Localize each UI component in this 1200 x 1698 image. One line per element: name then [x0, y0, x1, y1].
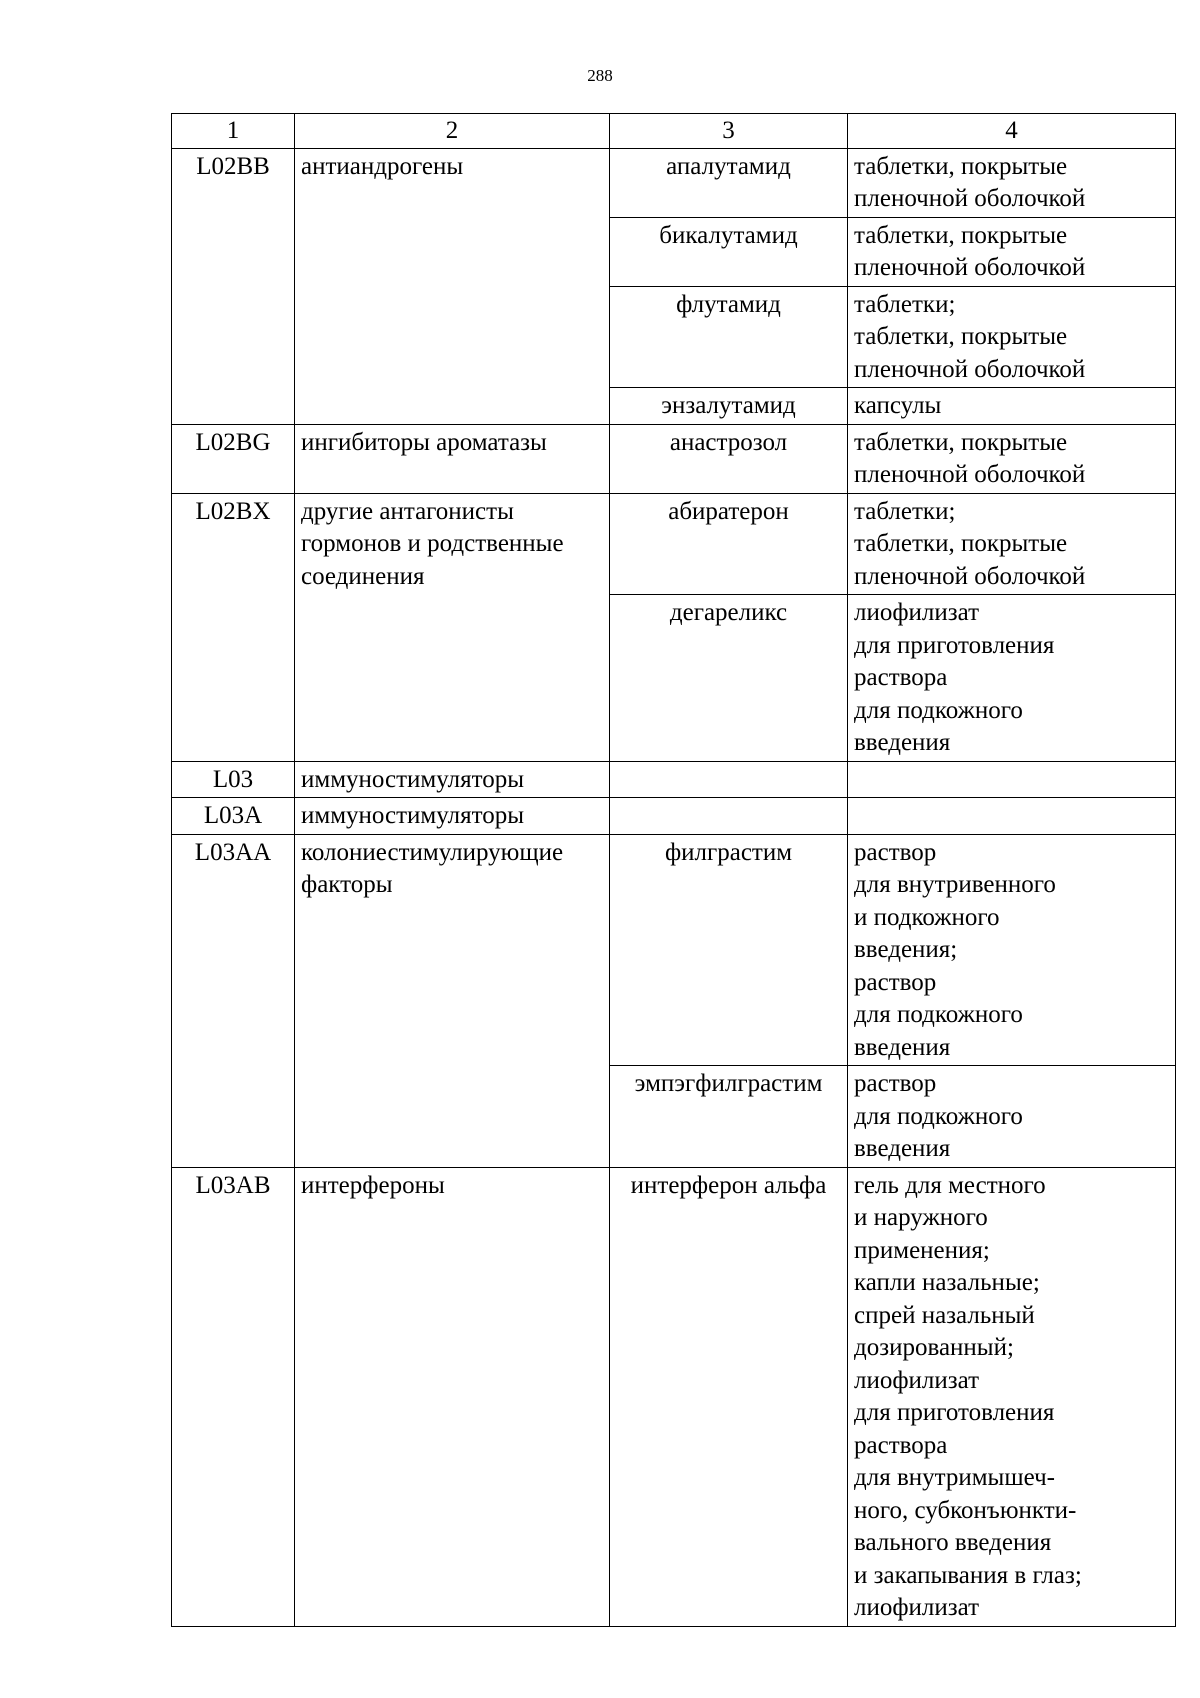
- drug-name-cell-line: интерферон альфа: [630, 1171, 827, 1199]
- dosage-form-cell-line: вального введения: [854, 1529, 1052, 1556]
- dosage-form-cell-line: для приготовления: [854, 631, 1055, 659]
- dosage-form-cell-line: гель для местного: [854, 1171, 1046, 1199]
- dosage-form-cell-line: и подкожного: [854, 903, 1000, 931]
- atc-code-cell: L03AB: [172, 1167, 295, 1626]
- group-cell-line: антиандрогены: [301, 152, 464, 180]
- group-cell: [295, 761, 610, 798]
- dosage-form-cell-line: пленочной оболочкой: [854, 562, 1086, 590]
- atc-code-cell: L02BX: [172, 493, 295, 761]
- group-cell: [295, 493, 610, 761]
- table-row: [172, 148, 1176, 217]
- drug-name-cell-line: эмпэгфилграстим: [634, 1070, 823, 1097]
- drug-name-cell: [610, 798, 848, 835]
- table-row: [172, 798, 1176, 835]
- drug-name-cell-line: энзалутамид: [661, 392, 796, 419]
- header-col-2: 2: [295, 114, 610, 149]
- drug-name-cell: [610, 217, 848, 286]
- drug-name-cell-line: анастрозол: [669, 428, 788, 456]
- dosage-form-cell-line: пленочной оболочкой: [854, 461, 1086, 488]
- dosage-form-cell: [848, 286, 1176, 388]
- dosage-form-cell: [848, 217, 1176, 286]
- group-cell-line: иммуностимуляторы: [301, 802, 525, 829]
- header-col-4: 4: [848, 114, 1176, 149]
- dosage-form-cell-line: раствор: [854, 1070, 937, 1097]
- group-cell: [295, 424, 610, 493]
- dosage-form-cell: [848, 595, 1176, 762]
- dosage-form-cell-line: капли назальные;: [854, 1269, 1040, 1296]
- dosage-form-cell-line: применения;: [854, 1236, 990, 1264]
- dosage-form-cell-line: таблетки;: [854, 497, 956, 525]
- dosage-form-cell-line: пленочной оболочкой: [854, 185, 1086, 212]
- header-col-3: 3: [610, 114, 848, 149]
- dosage-form-cell: [848, 761, 1176, 798]
- dosage-form-cell: [848, 148, 1176, 217]
- dosage-form-cell-line: введения;: [854, 936, 958, 963]
- atc-code-cell: L03AA: [172, 834, 295, 1167]
- dosage-form-cell-line: лиофилизат: [854, 1366, 980, 1394]
- group-cell-line: гормонов и родственные: [301, 530, 564, 557]
- dosage-form-cell-line: для приготовления: [854, 1399, 1055, 1426]
- dosage-form-cell: [848, 798, 1176, 835]
- dosage-form-cell: [848, 1066, 1176, 1168]
- drug-name-cell-line: апалутамид: [666, 152, 791, 180]
- dosage-form-cell-line: раствора: [854, 1431, 948, 1459]
- group-cell-line: интерфероны: [301, 1171, 445, 1199]
- dosage-form-cell-line: таблетки, покрытые: [854, 530, 1068, 557]
- drug-name-cell: [610, 834, 848, 1066]
- drug-name-cell-line: бикалутамид: [659, 221, 798, 249]
- dosage-form-cell-line: для внутримышеч-: [854, 1464, 1055, 1491]
- group-cell-line: ингибиторы ароматазы: [301, 428, 547, 456]
- dosage-form-cell-line: и наружного: [854, 1204, 988, 1231]
- header-col-1: 1: [172, 114, 295, 149]
- dosage-form-cell: [848, 834, 1176, 1066]
- group-cell: [295, 1167, 610, 1626]
- group-cell-line: соединения: [301, 562, 425, 590]
- dosage-form-cell-line: дозированный;: [854, 1334, 1014, 1361]
- table-row: [172, 424, 1176, 493]
- table-row: [172, 834, 1176, 1066]
- group-cell: [295, 834, 610, 1167]
- dosage-form-cell-line: введения: [854, 1135, 951, 1162]
- drug-name-cell: [610, 1066, 848, 1168]
- dosage-form-cell-line: раствор: [854, 968, 937, 996]
- dosage-form-cell-line: пленочной оболочкой: [854, 254, 1086, 281]
- group-cell-line: колониестимулирующие: [301, 838, 564, 866]
- dosage-form-cell-line: капсулы: [854, 392, 942, 419]
- atc-code-cell: L03: [172, 761, 295, 798]
- dosage-form-cell: [848, 493, 1176, 595]
- drug-name-cell-line: флутамид: [676, 290, 781, 318]
- dosage-form-cell-line: таблетки;: [854, 290, 956, 318]
- dosage-form-cell-line: спрей назальный: [854, 1301, 1035, 1329]
- dosage-form-cell-line: для подкожного: [854, 696, 1023, 724]
- dosage-form-cell-line: для подкожного: [854, 1102, 1023, 1130]
- drug-name-cell: [610, 1167, 848, 1626]
- drug-name-cell: [610, 424, 848, 493]
- group-cell-line: факторы: [301, 871, 393, 898]
- group-cell: [295, 798, 610, 835]
- table-row: [172, 493, 1176, 595]
- dosage-form-cell-line: для внутривенного: [854, 871, 1056, 898]
- drug-name-cell-line: дегареликс: [669, 599, 788, 626]
- drug-name-cell: [610, 761, 848, 798]
- table-header-row: [172, 114, 1176, 149]
- dosage-form-cell-line: пленочной оболочкой: [854, 355, 1086, 383]
- drug-name-cell: [610, 388, 848, 425]
- atc-code-cell: L02BB: [172, 148, 295, 424]
- drug-name-cell-line: абиратерон: [668, 497, 789, 525]
- group-cell: [295, 148, 610, 424]
- dosage-form-cell-line: таблетки, покрытые: [854, 323, 1068, 350]
- dosage-form-cell-line: таблетки, покрытые: [854, 152, 1068, 180]
- atc-code-cell: L03A: [172, 798, 295, 835]
- dosage-form-cell-line: лиофилизат: [854, 1594, 980, 1621]
- drug-name-cell-line: филграстим: [664, 838, 793, 866]
- group-cell-line: другие антагонисты: [301, 497, 514, 525]
- dosage-form-cell-line: и закапывания в глаз;: [854, 1561, 1082, 1589]
- group-cell-line: иммуностимуляторы: [301, 765, 525, 793]
- dosage-form-cell: [848, 1167, 1176, 1626]
- table-row: [172, 761, 1176, 798]
- drug-name-cell: [610, 148, 848, 217]
- table-row: [172, 1167, 1176, 1626]
- drug-name-cell: [610, 286, 848, 388]
- drug-name-cell: [610, 595, 848, 762]
- dosage-form-cell-line: раствор: [854, 838, 937, 866]
- atc-code-cell: L02BG: [172, 424, 295, 493]
- drug-table: [171, 113, 1176, 1627]
- dosage-form-cell-line: ного, субконъюнкти-: [854, 1496, 1077, 1524]
- drug-name-cell: [610, 493, 848, 595]
- page-number: 288: [587, 66, 613, 85]
- dosage-form-cell-line: для подкожного: [854, 1001, 1023, 1028]
- dosage-form-cell-line: раствора: [854, 664, 948, 691]
- dosage-form-cell-line: таблетки, покрытые: [854, 221, 1068, 249]
- dosage-form-cell-line: таблетки, покрытые: [854, 428, 1068, 456]
- dosage-form-cell-line: введения: [854, 729, 951, 756]
- dosage-form-cell-line: лиофилизат: [854, 599, 980, 626]
- dosage-form-cell-line: введения: [854, 1033, 951, 1061]
- dosage-form-cell: [848, 388, 1176, 425]
- dosage-form-cell: [848, 424, 1176, 493]
